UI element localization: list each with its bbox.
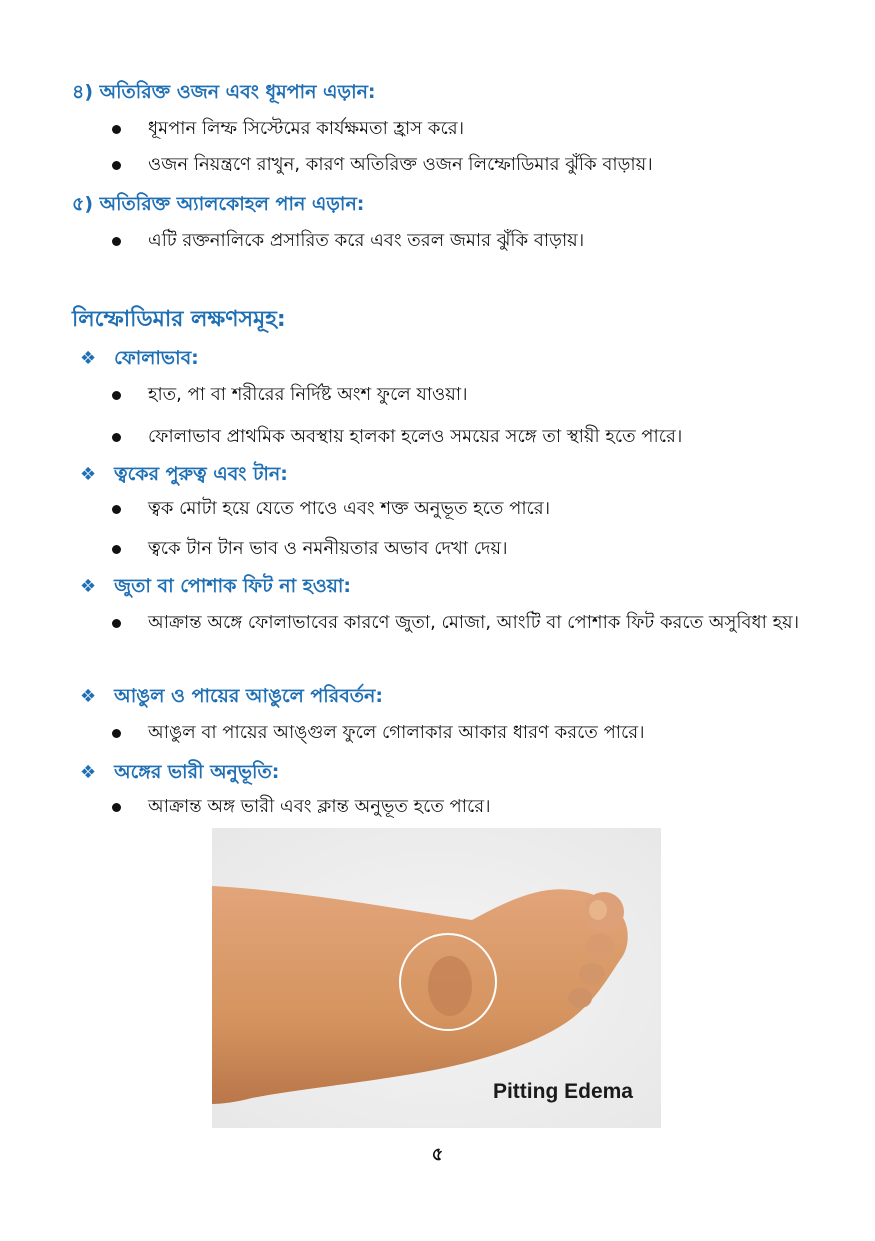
toe-shape [579,963,605,985]
list-item [112,532,803,566]
symptom-group-title: আঙুল ও পায়ের আঙুলে পরিবর্তন: [114,685,383,707]
pitting-edema-photo [212,828,661,1128]
list-item [112,606,803,640]
list-item [112,492,803,526]
pitting-dent-shape [428,956,472,1016]
symptom-group-heading [80,682,383,714]
list-item-text: আক্রান্ত অঙ্গ ভারী এবং ক্লান্ত অনুভূত হতে পারে। [148,796,491,817]
list-item [112,224,803,258]
bullet-icon [112,391,121,400]
page-number: ৫ [431,1144,444,1165]
bullet-icon [112,803,121,812]
list-item [112,112,803,146]
symptom-group-heading [80,344,199,376]
bullet-icon [112,237,121,246]
bullet-icon [112,505,121,514]
symptoms-heading: লিম্ফোডিমার লক্ষণসমূহ: [72,307,286,332]
bullet-icon [112,433,121,442]
bullet-icon [112,729,121,738]
list-item [112,716,803,750]
bullet-icon [112,545,121,554]
symptom-group-heading [80,572,351,604]
list-item-text: ত্বকে টান টান ভাব ও নমনীয়তার অভাব দেখা দেয়। [148,538,508,559]
four-diamond-icon: ❖ [80,762,97,783]
list-item [112,378,803,412]
symptom-group-heading [80,758,279,790]
bullet-icon [112,125,121,134]
bullet-icon [112,161,121,170]
symptom-group-title: ত্বকের পুরুত্ব এবং টান: [114,463,288,485]
list-item [112,420,803,454]
list-item-text: আক্রান্ত অঙ্গে ফোলাভাবের কারণে জুতা, মোজা, আংটি বা পোশাক ফিট করতে অসুবিধা হয়। [148,612,800,633]
four-diamond-icon: ❖ [80,576,97,597]
toenail-shape [589,900,607,920]
photo-caption: Pitting Edema [492,1080,633,1103]
list-item [112,148,803,182]
symptom-group-title: জুতা বা পোশাক ফিট না হওয়া: [114,575,352,597]
four-diamond-icon: ❖ [80,464,97,485]
section-5-heading: ৫) অতিরিক্ত অ্যালকোহল পান এড়ান: [72,193,365,215]
list-item-text: এটি রক্তনালিকে প্রসারিত করে এবং তরল জমার ঝুঁকি বাড়ায়। [148,230,585,251]
list-item-text: হাত, পা বা শরীরের নির্দিষ্ট অংশ ফুলে যাওয়া। [148,384,468,405]
four-diamond-icon: ❖ [80,686,97,707]
bullet-icon [112,619,121,628]
symptom-group-title: ফোলাভাব: [114,347,199,369]
list-item-text: ধূমপান লিম্ফ সিস্টেমের কার্যক্ষমতা হ্রাস করে। [148,118,465,139]
list-item-text: ত্বক মোটা হয়ে যেতে পাওে এবং শক্ত অনুভূত হতে পারে। [148,498,551,519]
list-item-text: ওজন নিয়ন্ত্রণে রাখুন, কারণ অতিরিক্ত ওজন লিম্ফোডিমার ঝুঁকি বাড়ায়। [148,154,653,175]
toe-shape [568,988,592,1008]
toe-shape [586,934,614,958]
list-item-text: আঙুল বা পায়ের আঙ্গুল ফুলে গোলাকার আকার ধারণ করতে পারে। [148,722,645,743]
list-item-text: ফোলাভাব প্রাথমিক অবস্থায় হালকা হলেও সময়ের সঙ্গে তা স্থায়ী হতে পারে। [148,426,683,447]
symptom-group-heading [80,460,288,492]
four-diamond-icon: ❖ [80,348,97,369]
list-item [112,790,803,824]
section-4-heading: ৪) অতিরিক্ত ওজন এবং ধূমপান এড়ান: [72,81,376,103]
symptom-group-title: অঙ্গের ভারী অনুভূতি: [114,761,280,783]
